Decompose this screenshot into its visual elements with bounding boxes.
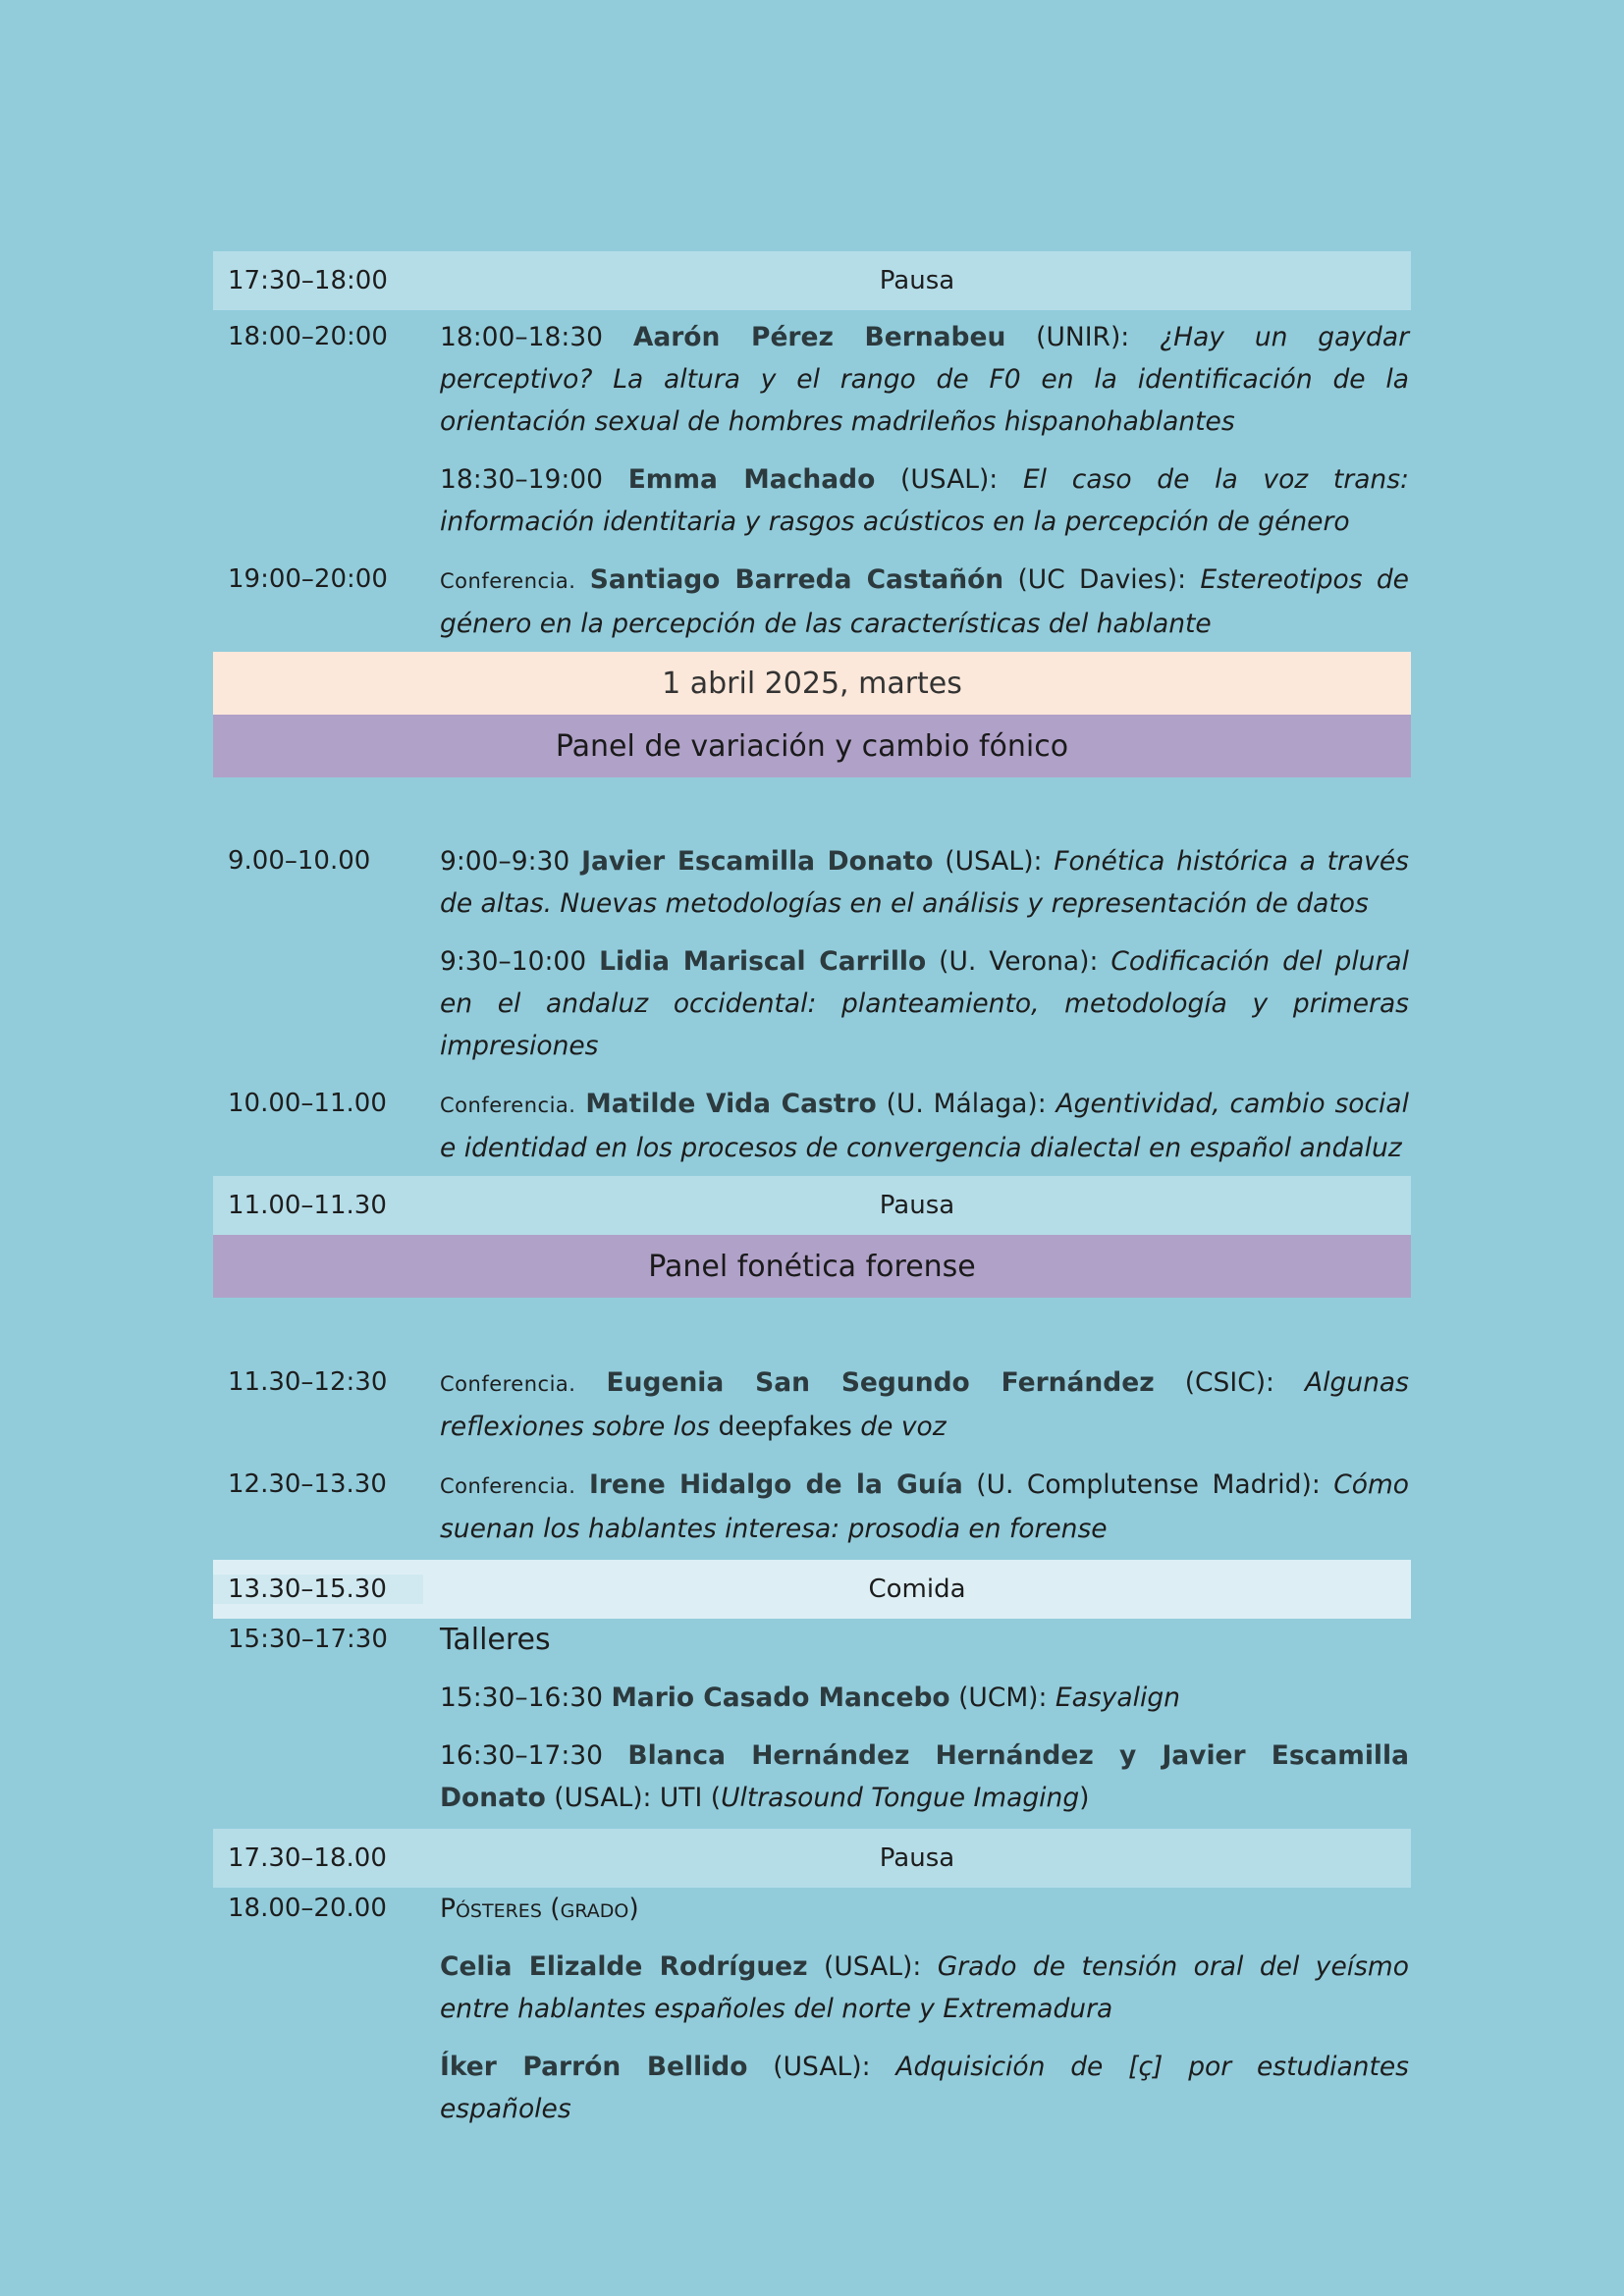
talk <box>440 316 1409 443</box>
day-heading: 1 abril 2025, martes <box>213 652 1411 715</box>
workshops-heading: Talleres <box>440 1623 551 1657</box>
schedule-row <box>213 840 1411 1067</box>
affiliation: (CSIC): <box>1184 1367 1274 1398</box>
affiliation: (USAL): <box>773 2052 871 2082</box>
row-time: 12.30–13.30 <box>228 1469 387 1499</box>
speaker-name: Emma Machado <box>627 464 876 495</box>
speaker-name: Lidia Mariscal Carrillo <box>599 946 927 977</box>
posters-heading: Pósteres (grado) <box>440 1894 639 1924</box>
talk <box>440 559 1409 645</box>
break-row <box>213 251 1411 310</box>
talk-slot: 16:30–17:30 <box>440 1740 603 1771</box>
row-time: 18:00–20:00 <box>228 322 388 351</box>
talk-slot: 15:30–16:30 <box>440 1682 603 1713</box>
talk <box>440 1083 1409 1169</box>
affiliation: (U. Verona): <box>939 946 1099 977</box>
talk-title: Cómo suenan los hablantes interesa: prosodia en forense <box>440 1469 1409 1544</box>
poster-title: Adquisición de [ç] por estudiantes españoles <box>440 2052 1409 2124</box>
talk-slot: 18:00–18:30 <box>440 322 603 352</box>
workshop <box>440 1677 1409 1719</box>
poster <box>440 1946 1409 2030</box>
talk-slot: 9:00–9:30 <box>440 846 570 877</box>
break-label: Pausa <box>879 1843 955 1873</box>
talk-kind: Conferencia. <box>440 1094 576 1117</box>
talk-slot: 18:30–19:00 <box>440 464 603 495</box>
row-content <box>440 1888 1409 2130</box>
session-block-2 <box>213 840 1411 1169</box>
talk-slot: 9:30–10:00 <box>440 946 587 977</box>
talk <box>440 458 1409 543</box>
row-content <box>440 316 1409 543</box>
session-block-3 <box>213 1362 1411 2130</box>
row-content <box>440 840 1409 1067</box>
row-time: 9.00–10.00 <box>228 846 371 876</box>
break-time: 17.30–18.00 <box>228 1843 387 1873</box>
poster <box>440 2046 1409 2130</box>
speaker-name: Irene Hidalgo de la Guía <box>588 1469 963 1500</box>
talk-title: Codificación del plural en el andaluz occidental: planteamiento, metodología y primeras impresiones <box>440 946 1409 1061</box>
row-content <box>440 1083 1409 1169</box>
row-time: 18.00–20.00 <box>228 1894 387 1923</box>
affiliation: (USAL): <box>824 1951 922 1982</box>
break-time: 11.00–11.30 <box>228 1191 387 1220</box>
break-time: 17:30–18:00 <box>228 266 388 295</box>
schedule-row <box>213 1888 1411 2130</box>
talk-title: El caso de la voz trans: información identitaria y rasgos acústicos en la percepción de género <box>440 464 1409 537</box>
talk-title-term: deepfakes <box>718 1412 852 1442</box>
speaker-name: Blanca Hernández Hernández y Javier Escamilla Donato <box>440 1740 1409 1813</box>
panel-heading: Panel de variación y cambio fónico <box>213 715 1411 777</box>
speaker-name: Matilde Vida Castro <box>585 1089 877 1119</box>
closing-paren: ) <box>1079 1783 1090 1813</box>
talk-title-end: de voz <box>860 1412 947 1442</box>
schedule-row <box>213 1464 1411 1550</box>
schedule-row <box>213 559 1411 645</box>
row-time: 15:30–17:30 <box>228 1625 388 1654</box>
speaker-name: Íker Parrón Bellido <box>440 2052 748 2082</box>
affiliation: (UC Davies): <box>1017 564 1187 595</box>
schedule-row <box>213 316 1411 543</box>
lunch-label: Comida <box>868 1575 966 1604</box>
schedule-row <box>213 1619 1411 1819</box>
talk-kind: Conferencia. <box>440 1474 576 1498</box>
talk <box>440 840 1409 925</box>
session-block-1 <box>213 251 1411 645</box>
talk <box>440 1464 1409 1550</box>
speaker-name: Javier Escamilla Donato <box>581 846 934 877</box>
speaker-name: Celia Elizalde Rodríguez <box>440 1951 808 1982</box>
workshop <box>440 1735 1409 1819</box>
affiliation: (U. Complutense Madrid): <box>976 1469 1321 1500</box>
affiliation: (USAL): UTI ( <box>554 1783 722 1813</box>
speaker-name: Eugenia San Segundo Fernández <box>606 1367 1155 1398</box>
talk-title: Agentividad, cambio social e identidad en los procesos de convergencia dialectal en español andaluz <box>440 1089 1409 1163</box>
talk-title: ¿Hay un gaydar perceptivo? La altura y el rango de F0 en la identificación de la orientación sexual de hombres madrileños hispanohablantes <box>440 322 1409 437</box>
break-row <box>213 1176 1411 1235</box>
break-label: Pausa <box>879 1191 955 1220</box>
row-content <box>440 559 1409 645</box>
speaker-name: Santiago Barreda Castañón <box>589 564 1004 595</box>
talk-title: Estereotipos de género en la percepción de las características del hablante <box>440 564 1409 639</box>
row-time: 19:00–20:00 <box>228 564 388 594</box>
affiliation: (USAL): <box>945 846 1043 877</box>
affiliation: (UNIR): <box>1036 322 1130 352</box>
speaker-name: Mario Casado Mancebo <box>611 1682 950 1713</box>
row-content <box>440 1464 1409 1550</box>
schedule-row <box>213 1083 1411 1169</box>
row-content <box>440 1362 1409 1448</box>
talk-kind: Conferencia. <box>440 1372 576 1396</box>
break-row <box>213 1829 1411 1888</box>
talk <box>440 1362 1409 1448</box>
talk-title: Algunas reflexiones sobre los <box>440 1367 1409 1442</box>
row-time: 11.30–12:30 <box>228 1367 388 1397</box>
row-content <box>440 1619 1409 1819</box>
row-time: 10.00–11.00 <box>228 1089 387 1118</box>
speaker-name: Aarón Pérez Bernabeu <box>632 322 1006 352</box>
talk-kind: Conferencia. <box>440 569 576 593</box>
schedule-row <box>213 1362 1411 1448</box>
lunch-time: 13.30–15.30 <box>213 1575 423 1604</box>
affiliation: (USAL): <box>900 464 999 495</box>
talk <box>440 940 1409 1067</box>
lunch-row <box>213 1560 1411 1619</box>
talk-title: Fonética histórica a través de altas. Nuevas metodologías en el análisis y representación de datos <box>440 846 1409 919</box>
break-label: Pausa <box>879 266 955 295</box>
affiliation: (UCM): <box>958 1682 1048 1713</box>
talk-title: Easyalign <box>1055 1682 1180 1713</box>
poster-title: Grado de tensión oral del yeísmo entre hablantes españoles del norte y Extremadura <box>440 1951 1409 2024</box>
panel-heading: Panel fonética forense <box>213 1235 1411 1298</box>
affiliation: (U. Málaga): <box>886 1089 1047 1119</box>
talk-title: Ultrasound Tongue Imaging <box>721 1783 1080 1813</box>
